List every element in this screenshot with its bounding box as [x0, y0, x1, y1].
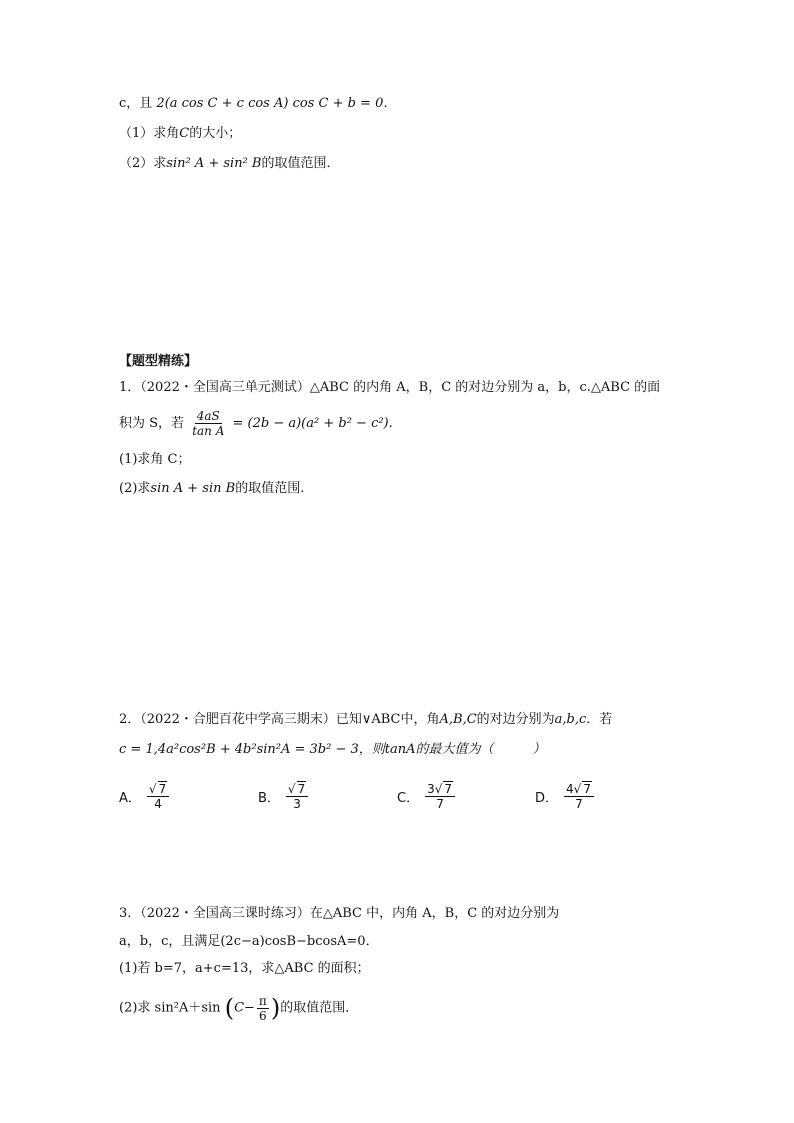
choice-fraction — [147, 781, 169, 811]
choice-denominator: 7 — [575, 797, 583, 811]
problem-1-q2-tail: 的取值范围. — [235, 481, 305, 496]
problem-2-condition: c = 1,4a²cos²B + 4b²sin²A = 3b² − 3，则tanA的最大值为（ ） — [119, 742, 546, 757]
choice-label: B． — [258, 790, 280, 806]
problem-1-q2 — [119, 479, 304, 499]
problem-1-line-1 — [119, 378, 660, 398]
choice-coef: 3 — [427, 782, 435, 796]
choice-fraction — [286, 781, 308, 811]
choice-b[interactable] — [258, 781, 310, 811]
section-heading: 【题型精练】 — [119, 354, 198, 369]
choice-label: D． — [535, 790, 559, 806]
choice-fraction — [564, 781, 594, 811]
intro-line-1 — [119, 94, 396, 114]
intro-q2-formula: sin² A + sin² B — [166, 156, 262, 171]
intro-question-1 — [119, 124, 241, 144]
problem-3-q2-tail: 的取值范围． — [280, 1000, 359, 1016]
problem-2-tail: ．若 — [586, 712, 613, 727]
choice-coef: 4 — [566, 782, 574, 796]
sqrt-icon: √ — [148, 782, 157, 796]
problem-1-source: 1．（2022・全国高三单元测试） — [119, 380, 310, 395]
problem-1-area-text: 积为 S，若 — [119, 416, 185, 431]
problem-2-lower: a,b,c — [554, 712, 587, 727]
problem-1-line-2 — [119, 408, 393, 440]
right-paren-icon: ) — [270, 994, 281, 1022]
problem-2-text: 2．（2022・合肥百花中学高三期末）已知∨ABC中，角 — [119, 712, 440, 727]
choice-numerator — [286, 781, 308, 797]
problem-1-q2-text: (2)求 — [119, 481, 151, 496]
choice-denominator: 7 — [436, 797, 444, 811]
choice-radicand: 7 — [583, 782, 591, 796]
problem-3-q2 — [119, 990, 358, 1027]
sqrt-icon: √ — [573, 782, 582, 796]
intro-q1-tail: 的大小； — [189, 126, 242, 141]
problem-3-q2-inner: C− — [234, 1000, 255, 1016]
problem-2-mid: 的对边分别为 — [476, 712, 555, 727]
intro-q1-text: （1）求角 — [119, 126, 180, 141]
choice-radicand: 7 — [444, 782, 453, 796]
choice-radicand: 7 — [158, 782, 167, 796]
problem-1-equation: = (2b − a)(a² + b² − c²). — [232, 416, 393, 431]
choice-denominator: 4 — [154, 797, 162, 811]
choice-label: C． — [397, 790, 420, 806]
intro-formula: 2(a cos C + c cos A) cos C + b = 0． — [156, 96, 397, 111]
choice-numerator — [564, 781, 594, 797]
sqrt-icon: √ — [287, 782, 296, 796]
choice-numerator — [147, 781, 169, 797]
problem-1-q1: (1)求角 C； — [119, 452, 191, 467]
problem-1-fraction — [190, 409, 226, 438]
intro-prefix: c，且 — [119, 96, 153, 111]
problem-3-q1: (1)若 b=7，a+c=13，求△ABC 的面积； — [119, 961, 370, 976]
intro-question-2 — [119, 154, 340, 174]
choice-radicand: 7 — [297, 782, 306, 796]
fraction-numerator: π — [258, 993, 267, 1008]
choice-numerator — [425, 781, 455, 797]
problem-2-vars: A,B,C — [439, 712, 477, 727]
problem-2-line-2 — [119, 740, 546, 760]
problem-3-q2-text: (2)求 sin²A＋sin — [119, 1000, 221, 1016]
choice-denominator: 3 — [293, 797, 301, 811]
intro-q1-var: C — [179, 126, 190, 141]
problem-3-line-1: 3．（2022・全国高三课时练习）在△ABC 中，内角 A，B，C 的对边分别为 — [119, 906, 560, 921]
intro-q2-tail: 的取值范围． — [261, 156, 340, 171]
problem-2-line-1 — [119, 710, 612, 730]
choice-c[interactable] — [397, 781, 457, 811]
intro-q2-text: （2）求 — [119, 156, 167, 171]
fraction-numerator: 4aS — [196, 409, 220, 423]
left-paren-icon: ( — [224, 994, 235, 1022]
problem-1-q2-formula: sin A + sin B — [150, 481, 236, 496]
problem-1-text: △ABC 的内角 A，B，C 的对边分别为 a，b，c.△ABC 的面 — [309, 380, 661, 395]
fraction-denominator: 6 — [259, 1008, 267, 1023]
problem-3-line-2: a，b，c，且满足(2c−a)cosB−bcosA=0． — [119, 934, 379, 949]
problem-3-q2-fraction — [257, 994, 269, 1023]
fraction-denominator: tan A — [192, 424, 225, 438]
choice-fraction — [425, 781, 455, 811]
choice-label: A． — [119, 790, 141, 806]
choice-d[interactable] — [535, 781, 596, 811]
choice-a[interactable] — [119, 781, 171, 811]
sqrt-icon: √ — [434, 782, 443, 796]
